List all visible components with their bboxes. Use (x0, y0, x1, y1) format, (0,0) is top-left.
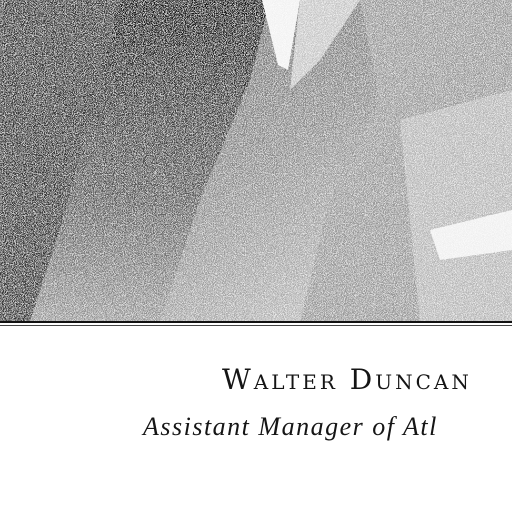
photo-border-line-thin (0, 325, 512, 326)
photo-border-line (0, 321, 512, 323)
caption-person-name: Walter Duncan (222, 363, 472, 396)
caption-person-title: Assistant Manager of Atl (143, 412, 438, 441)
